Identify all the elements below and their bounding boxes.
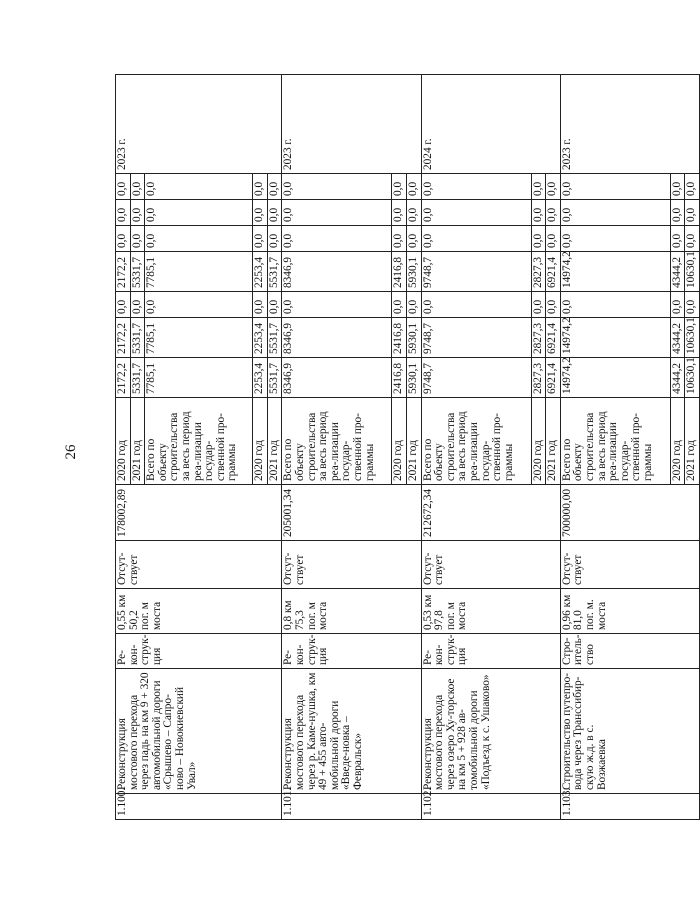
amount-cell: 0,0 [421, 226, 531, 252]
amount-cell: 0,0 [253, 226, 268, 252]
documentation-status: Отсут-ствует [421, 541, 560, 589]
capacity-parameter: 0,53 км 97,8 пог. м моста [421, 589, 560, 634]
amount-cell: 10630,1 [685, 318, 700, 358]
table-row [116, 75, 131, 820]
amount-cell: 0,0 [546, 292, 561, 318]
period-label: 2020 год [116, 398, 131, 485]
period-label: 2021 год [267, 398, 282, 485]
amount-cell: 2416,8 [392, 358, 407, 398]
amount-cell: 0,0 [282, 292, 392, 318]
amount-cell: 0,0 [546, 174, 561, 200]
row-number: 1.102. [421, 794, 560, 820]
amount-cell: 0,0 [406, 292, 421, 318]
amount-cell: 9748,7 [421, 358, 531, 398]
object-name: Строительство путепро-вода через Транссибир-скую ж.д. в с. Возжаевка [560, 669, 699, 794]
table-body [116, 75, 700, 820]
period-label: 2021 год [130, 398, 145, 485]
amount-cell: 4344,2 [670, 358, 685, 398]
amount-cell: 0,0 [560, 226, 670, 252]
rotated-table-wrapper [115, 75, 698, 820]
estimated-cost: 212672,34 [421, 485, 560, 541]
amount-cell: 8346,9 [282, 252, 392, 292]
completion-year: 2023 г. [116, 75, 282, 174]
work-type: Ре-кон-струк-ция [421, 634, 560, 669]
amount-cell: 0,0 [116, 200, 131, 226]
amount-cell: 2172,2 [116, 318, 131, 358]
completion-year: 2024 г. [421, 75, 560, 174]
period-label: 2020 год [531, 398, 546, 485]
amount-cell: 2253,4 [253, 358, 268, 398]
amount-cell: 2827,3 [531, 358, 546, 398]
amount-cell: 8346,9 [282, 318, 392, 358]
total-label: Всего по объекту строительства за весь период реа-лизации государ-ственной про-граммы [421, 398, 531, 485]
amount-cell: 0,0 [130, 226, 145, 252]
amount-cell: 0,0 [253, 200, 268, 226]
amount-cell: 0,0 [392, 226, 407, 252]
amount-cell: 0,0 [130, 174, 145, 200]
object-name: Реконструкция мостового перехода через падь на км 9 + 320 автомобильной дороги «Срышево – Сапро-ново – Новокиевский Увал» [116, 669, 282, 794]
amount-cell: 14974,2 [560, 318, 670, 358]
table-row [282, 75, 392, 820]
amount-cell: 9748,7 [421, 318, 531, 358]
amount-cell: 5331,7 [130, 252, 145, 292]
estimated-cost: 700000,00 [560, 485, 699, 541]
page-number: 26 [63, 444, 79, 460]
amount-cell: 2253,4 [253, 252, 268, 292]
total-label: Всего по объекту строительства за весь период реа-лизации государ-ственной про-граммы [560, 398, 670, 485]
row-number: 1.101. [282, 794, 421, 820]
amount-cell: 2172,2 [116, 252, 131, 292]
row-number: 1.103. [560, 794, 699, 820]
amount-cell: 0,0 [392, 174, 407, 200]
amount-cell: 2416,8 [392, 252, 407, 292]
amount-cell: 0,0 [685, 292, 700, 318]
amount-cell: 5331,7 [130, 358, 145, 398]
table-row [560, 75, 670, 820]
work-type: Ре-кон-струк-ция [116, 634, 282, 669]
amount-cell: 0,0 [406, 174, 421, 200]
documentation-status: Отсут-ствует [116, 541, 282, 589]
amount-cell: 8346,9 [282, 358, 392, 398]
completion-year: 2023 г. [282, 75, 421, 174]
amount-cell: 5531,7 [267, 318, 282, 358]
amount-cell: 0,0 [531, 226, 546, 252]
period-label: 2021 год [406, 398, 421, 485]
amount-cell: 0,0 [670, 174, 685, 200]
amount-cell: 0,0 [145, 226, 253, 252]
amount-cell: 5930,1 [406, 252, 421, 292]
amount-cell: 0,0 [546, 226, 561, 252]
amount-cell: 5531,7 [267, 252, 282, 292]
amount-cell: 0,0 [685, 226, 700, 252]
documentation-status: Отсут-ствует [560, 541, 699, 589]
object-name: Реконструкция мостового перехода через озеро Ху-торское на км 5 + 928 ав-томобильной дороги «Подъезд к с. Ушаково» [421, 669, 560, 794]
amount-cell: 5930,1 [406, 358, 421, 398]
amount-cell: 0,0 [685, 174, 700, 200]
amount-cell: 0,0 [406, 200, 421, 226]
period-label: 2021 год [685, 398, 700, 485]
amount-cell: 6921,4 [546, 252, 561, 292]
estimated-cost: 205001,34 [282, 485, 421, 541]
amount-cell: 10630,1 [685, 252, 700, 292]
total-label: Всего по объекту строительства за весь период реа-лизации государ-ственной про-граммы [282, 398, 392, 485]
total-label: Всего по объекту строительства за весь период реа-лизации государ-ственной про-граммы [145, 398, 253, 485]
amount-cell: 0,0 [560, 200, 670, 226]
amount-cell: 7785,1 [145, 358, 253, 398]
amount-cell: 5531,7 [267, 358, 282, 398]
amount-cell: 2172,2 [116, 358, 131, 398]
amount-cell: 0,0 [282, 174, 392, 200]
work-type: Ре-кон-струк-ция [282, 634, 421, 669]
amount-cell: 0,0 [392, 200, 407, 226]
estimated-cost: 178002,89 [116, 485, 282, 541]
amount-cell: 4344,2 [670, 318, 685, 358]
amount-cell: 0,0 [531, 174, 546, 200]
amount-cell: 0,0 [145, 200, 253, 226]
amount-cell: 0,0 [670, 226, 685, 252]
capacity-parameter: 0,96 км 81,0 пог. м. моста [560, 589, 699, 634]
amount-cell: 0,0 [116, 174, 131, 200]
amount-cell: 5331,7 [130, 318, 145, 358]
amount-cell: 0,0 [406, 226, 421, 252]
amount-cell: 0,0 [421, 174, 531, 200]
capacity-parameter: 0,55 км 50,2 пог. м моста [116, 589, 282, 634]
amount-cell: 5930,1 [406, 318, 421, 358]
amount-cell: 9748,7 [421, 252, 531, 292]
amount-cell: 0,0 [670, 292, 685, 318]
object-name: Реконструкция мостового перехода через р. Каме-нушка, км 49 + 455 авто-мобильной дороги «Введе-новка – Февральск» [282, 669, 421, 794]
amount-cell: 0,0 [560, 292, 670, 318]
period-label: 2021 год [546, 398, 561, 485]
amount-cell: 0,0 [267, 226, 282, 252]
amount-cell: 0,0 [116, 226, 131, 252]
amount-cell: 0,0 [267, 200, 282, 226]
amount-cell: 2827,3 [531, 252, 546, 292]
capacity-parameter: 0,8 км 75,3 пог. м моста [282, 589, 421, 634]
row-number: 1.100. [116, 794, 282, 820]
amount-cell: 7785,1 [145, 318, 253, 358]
period-label: 2020 год [670, 398, 685, 485]
amount-cell: 0,0 [253, 292, 268, 318]
amount-cell: 0,0 [421, 292, 531, 318]
documentation-status: Отсут-ствует [282, 541, 421, 589]
amount-cell: 0,0 [670, 200, 685, 226]
amount-cell: 6921,4 [546, 358, 561, 398]
amount-cell: 0,0 [145, 292, 253, 318]
amount-cell: 0,0 [267, 292, 282, 318]
amount-cell: 0,0 [145, 174, 253, 200]
amount-cell: 14974,2 [560, 358, 670, 398]
amount-cell: 4344,2 [670, 252, 685, 292]
amount-cell: 0,0 [253, 174, 268, 200]
amount-cell: 0,0 [116, 292, 131, 318]
completion-year: 2023 г. [560, 75, 699, 174]
amount-cell: 0,0 [130, 200, 145, 226]
amount-cell: 0,0 [546, 200, 561, 226]
amount-cell: 0,0 [392, 292, 407, 318]
amount-cell: 10630,1 [685, 358, 700, 398]
amount-cell: 0,0 [282, 200, 392, 226]
amount-cell: 0,0 [560, 174, 670, 200]
amount-cell: 6921,4 [546, 318, 561, 358]
period-label: 2020 год [392, 398, 407, 485]
table-row [421, 75, 531, 820]
amount-cell: 2253,4 [253, 318, 268, 358]
amount-cell: 0,0 [267, 174, 282, 200]
program-objects-table [115, 74, 700, 820]
amount-cell: 7785,1 [145, 252, 253, 292]
amount-cell: 2416,8 [392, 318, 407, 358]
amount-cell: 0,0 [130, 292, 145, 318]
amount-cell: 0,0 [282, 226, 392, 252]
amount-cell: 14974,2 [560, 252, 670, 292]
amount-cell: 0,0 [531, 292, 546, 318]
amount-cell: 0,0 [421, 200, 531, 226]
amount-cell: 0,0 [685, 200, 700, 226]
amount-cell: 0,0 [531, 200, 546, 226]
work-type: Стро-итель-ство [560, 634, 699, 669]
period-label: 2020 год [253, 398, 268, 485]
amount-cell: 2827,3 [531, 318, 546, 358]
